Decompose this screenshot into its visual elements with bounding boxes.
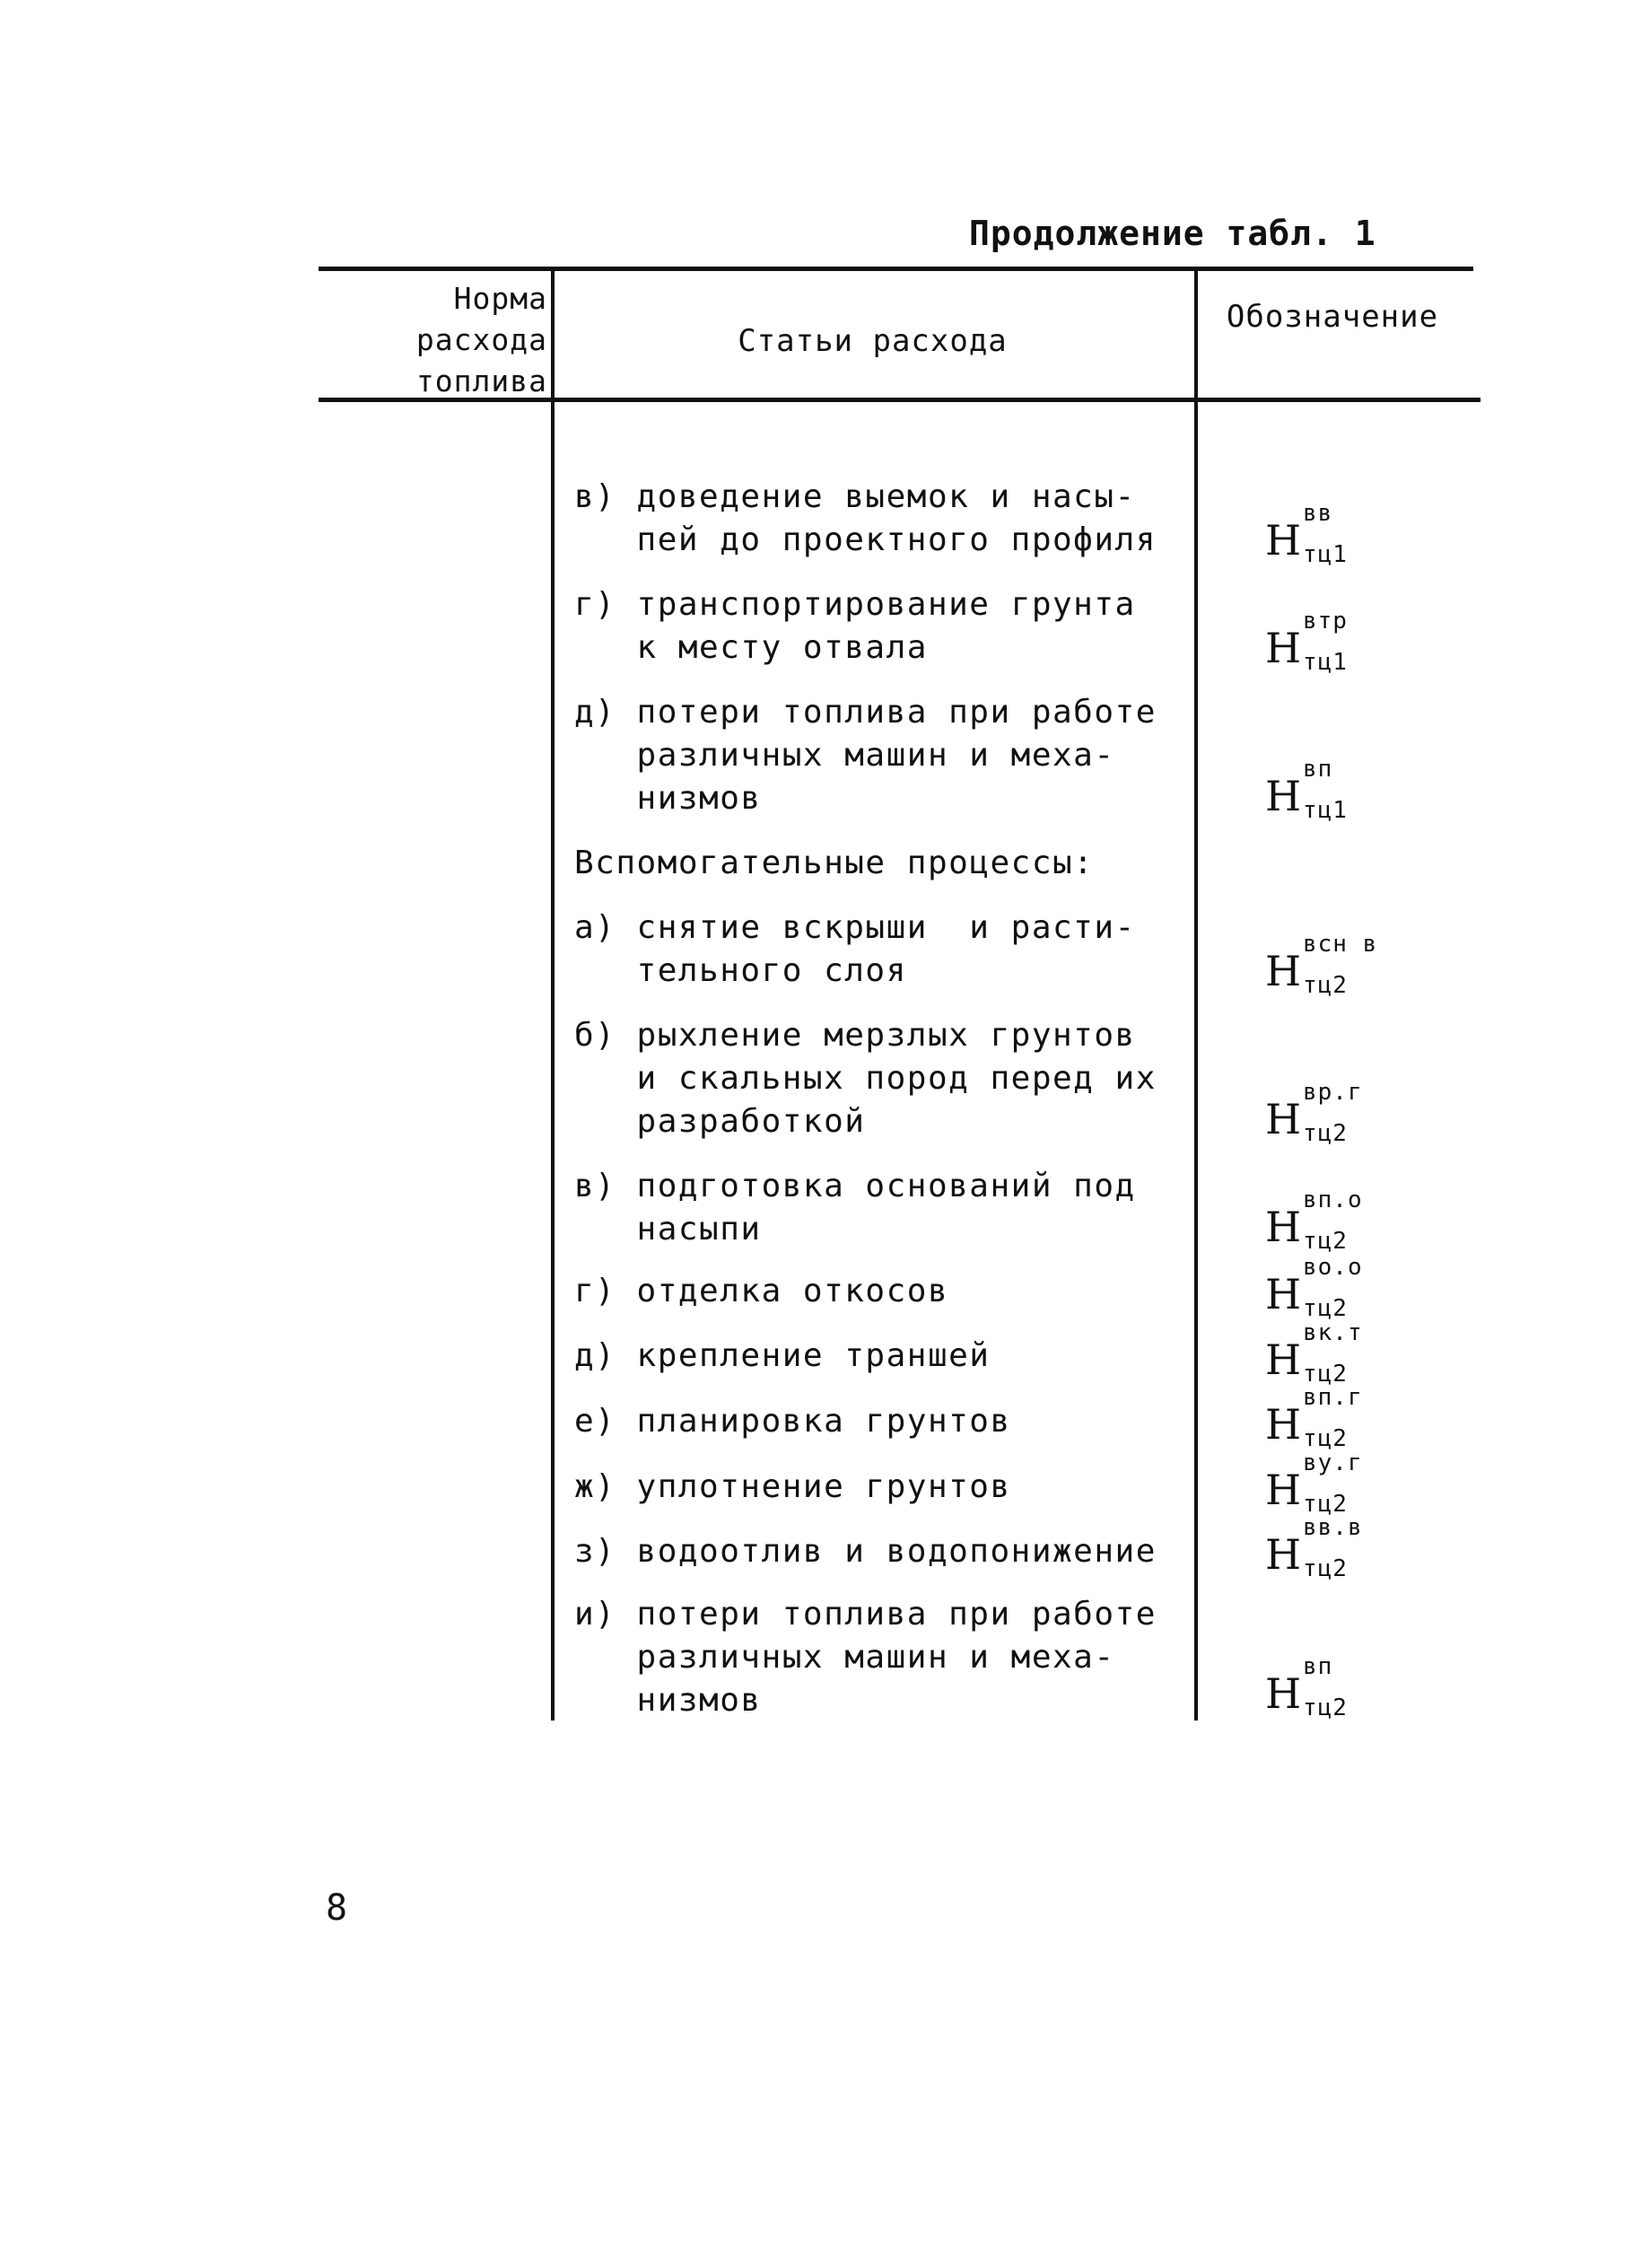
- symbol-superscript: всн в: [1303, 931, 1378, 958]
- designation-symbol: [1265, 931, 1378, 999]
- symbol-base: Н: [1265, 1335, 1302, 1384]
- row-text: г) транспортирование грунта к месту отвала: [574, 586, 1136, 666]
- symbol-superscript: вк.т: [1303, 1319, 1363, 1346]
- row-text: и) потери топлива при работе различных машин и меха- низмов: [574, 1596, 1157, 1719]
- symbol-base: Н: [1265, 1270, 1302, 1318]
- symbol-base: Н: [1265, 947, 1302, 995]
- symbol-subscript: тц2: [1303, 972, 1348, 999]
- symbol-superscript: вп.г: [1303, 1384, 1363, 1411]
- designation-symbol: [1265, 500, 1348, 568]
- row-text: д) крепление траншей: [574, 1337, 991, 1374]
- designation-symbol: [1265, 1319, 1363, 1388]
- row-text: в) доведение выемок и насы- пей до проектного профиля: [574, 478, 1157, 558]
- row-text: д) потери топлива при работе различных машин и меха- низмов: [574, 694, 1157, 817]
- designation-symbol: [1265, 756, 1348, 824]
- header-designation: [1211, 294, 1454, 339]
- symbol-subscript: тц2: [1303, 1491, 1348, 1518]
- symbol-superscript: вв.в: [1303, 1514, 1363, 1541]
- row-text: в) подготовка оснований под насыпи: [574, 1168, 1136, 1248]
- symbol-subscript: тц2: [1303, 1120, 1348, 1147]
- designation-symbol: [1265, 608, 1348, 676]
- symbol-base: Н: [1265, 1466, 1302, 1514]
- symbol-subscript: тц2: [1303, 1228, 1348, 1255]
- row-text: ж) уплотнение грунтов: [574, 1468, 1011, 1505]
- symbol-superscript: вр.г: [1303, 1079, 1363, 1106]
- symbol-base: Н: [1265, 1530, 1302, 1579]
- designation-symbol: [1265, 1079, 1363, 1147]
- symbol-superscript: вп.о: [1303, 1187, 1363, 1213]
- designation-symbol: [1265, 1384, 1363, 1452]
- header-expense-items: [556, 320, 1189, 363]
- row-text: б) рыхление мерзлых грунтов и скальных пород перед их разработкой: [574, 1017, 1157, 1140]
- page-number: 8: [326, 1887, 348, 1929]
- table-continuation-note: Продолжение табл. 1: [969, 214, 1376, 253]
- designation-symbol: [1265, 1254, 1363, 1322]
- symbol-subscript: тц1: [1303, 797, 1348, 824]
- row-text: з) водоотлив и водопонижение: [574, 1533, 1157, 1570]
- row-text: а) снятие вскрыши и расти- тельного слоя: [574, 909, 1136, 989]
- symbol-subscript: тц1: [1303, 649, 1348, 676]
- symbol-subscript: тц2: [1303, 1425, 1348, 1452]
- symbol-superscript: вп: [1303, 756, 1333, 783]
- column-divider-1: [551, 267, 555, 1721]
- symbol-base: Н: [1265, 1203, 1302, 1251]
- symbol-subscript: тц2: [1303, 1694, 1348, 1721]
- row-text: г) отделка откосов: [574, 1273, 949, 1309]
- symbol-superscript: ву.г: [1303, 1449, 1363, 1476]
- symbol-subscript: тц2: [1303, 1555, 1348, 1582]
- designation-symbol: [1265, 1187, 1363, 1255]
- symbol-subscript: тц1: [1303, 541, 1348, 568]
- table-top-rule: [319, 267, 1473, 271]
- symbol-base: Н: [1265, 1669, 1302, 1718]
- symbol-subscript: тц2: [1303, 1361, 1348, 1388]
- symbol-base: Н: [1265, 772, 1302, 820]
- symbol-superscript: втр: [1303, 608, 1348, 635]
- symbol-base: Н: [1265, 1095, 1302, 1143]
- designation-symbol: [1265, 1449, 1363, 1518]
- header-designation-text: Обозначение: [1226, 299, 1439, 335]
- symbol-superscript: вв: [1303, 500, 1333, 527]
- symbol-superscript: во.о: [1303, 1254, 1363, 1281]
- designation-symbol: [1265, 1514, 1363, 1582]
- symbol-subscript: тц2: [1303, 1295, 1348, 1322]
- header-expense-items-text: Статьи расхода: [738, 323, 1008, 359]
- symbol-superscript: вп: [1303, 1653, 1333, 1680]
- symbol-base: Н: [1265, 624, 1302, 672]
- symbol-base: Н: [1265, 516, 1302, 565]
- row-text: е) планировка грунтов: [574, 1403, 1011, 1440]
- designation-symbol: [1265, 1653, 1348, 1721]
- header-fuel-norm-text: Норма расхода топлива: [415, 281, 547, 398]
- row-text: Вспомогательные процессы:: [574, 845, 1095, 881]
- header-fuel-norm: [319, 278, 547, 402]
- symbol-base: Н: [1265, 1400, 1302, 1449]
